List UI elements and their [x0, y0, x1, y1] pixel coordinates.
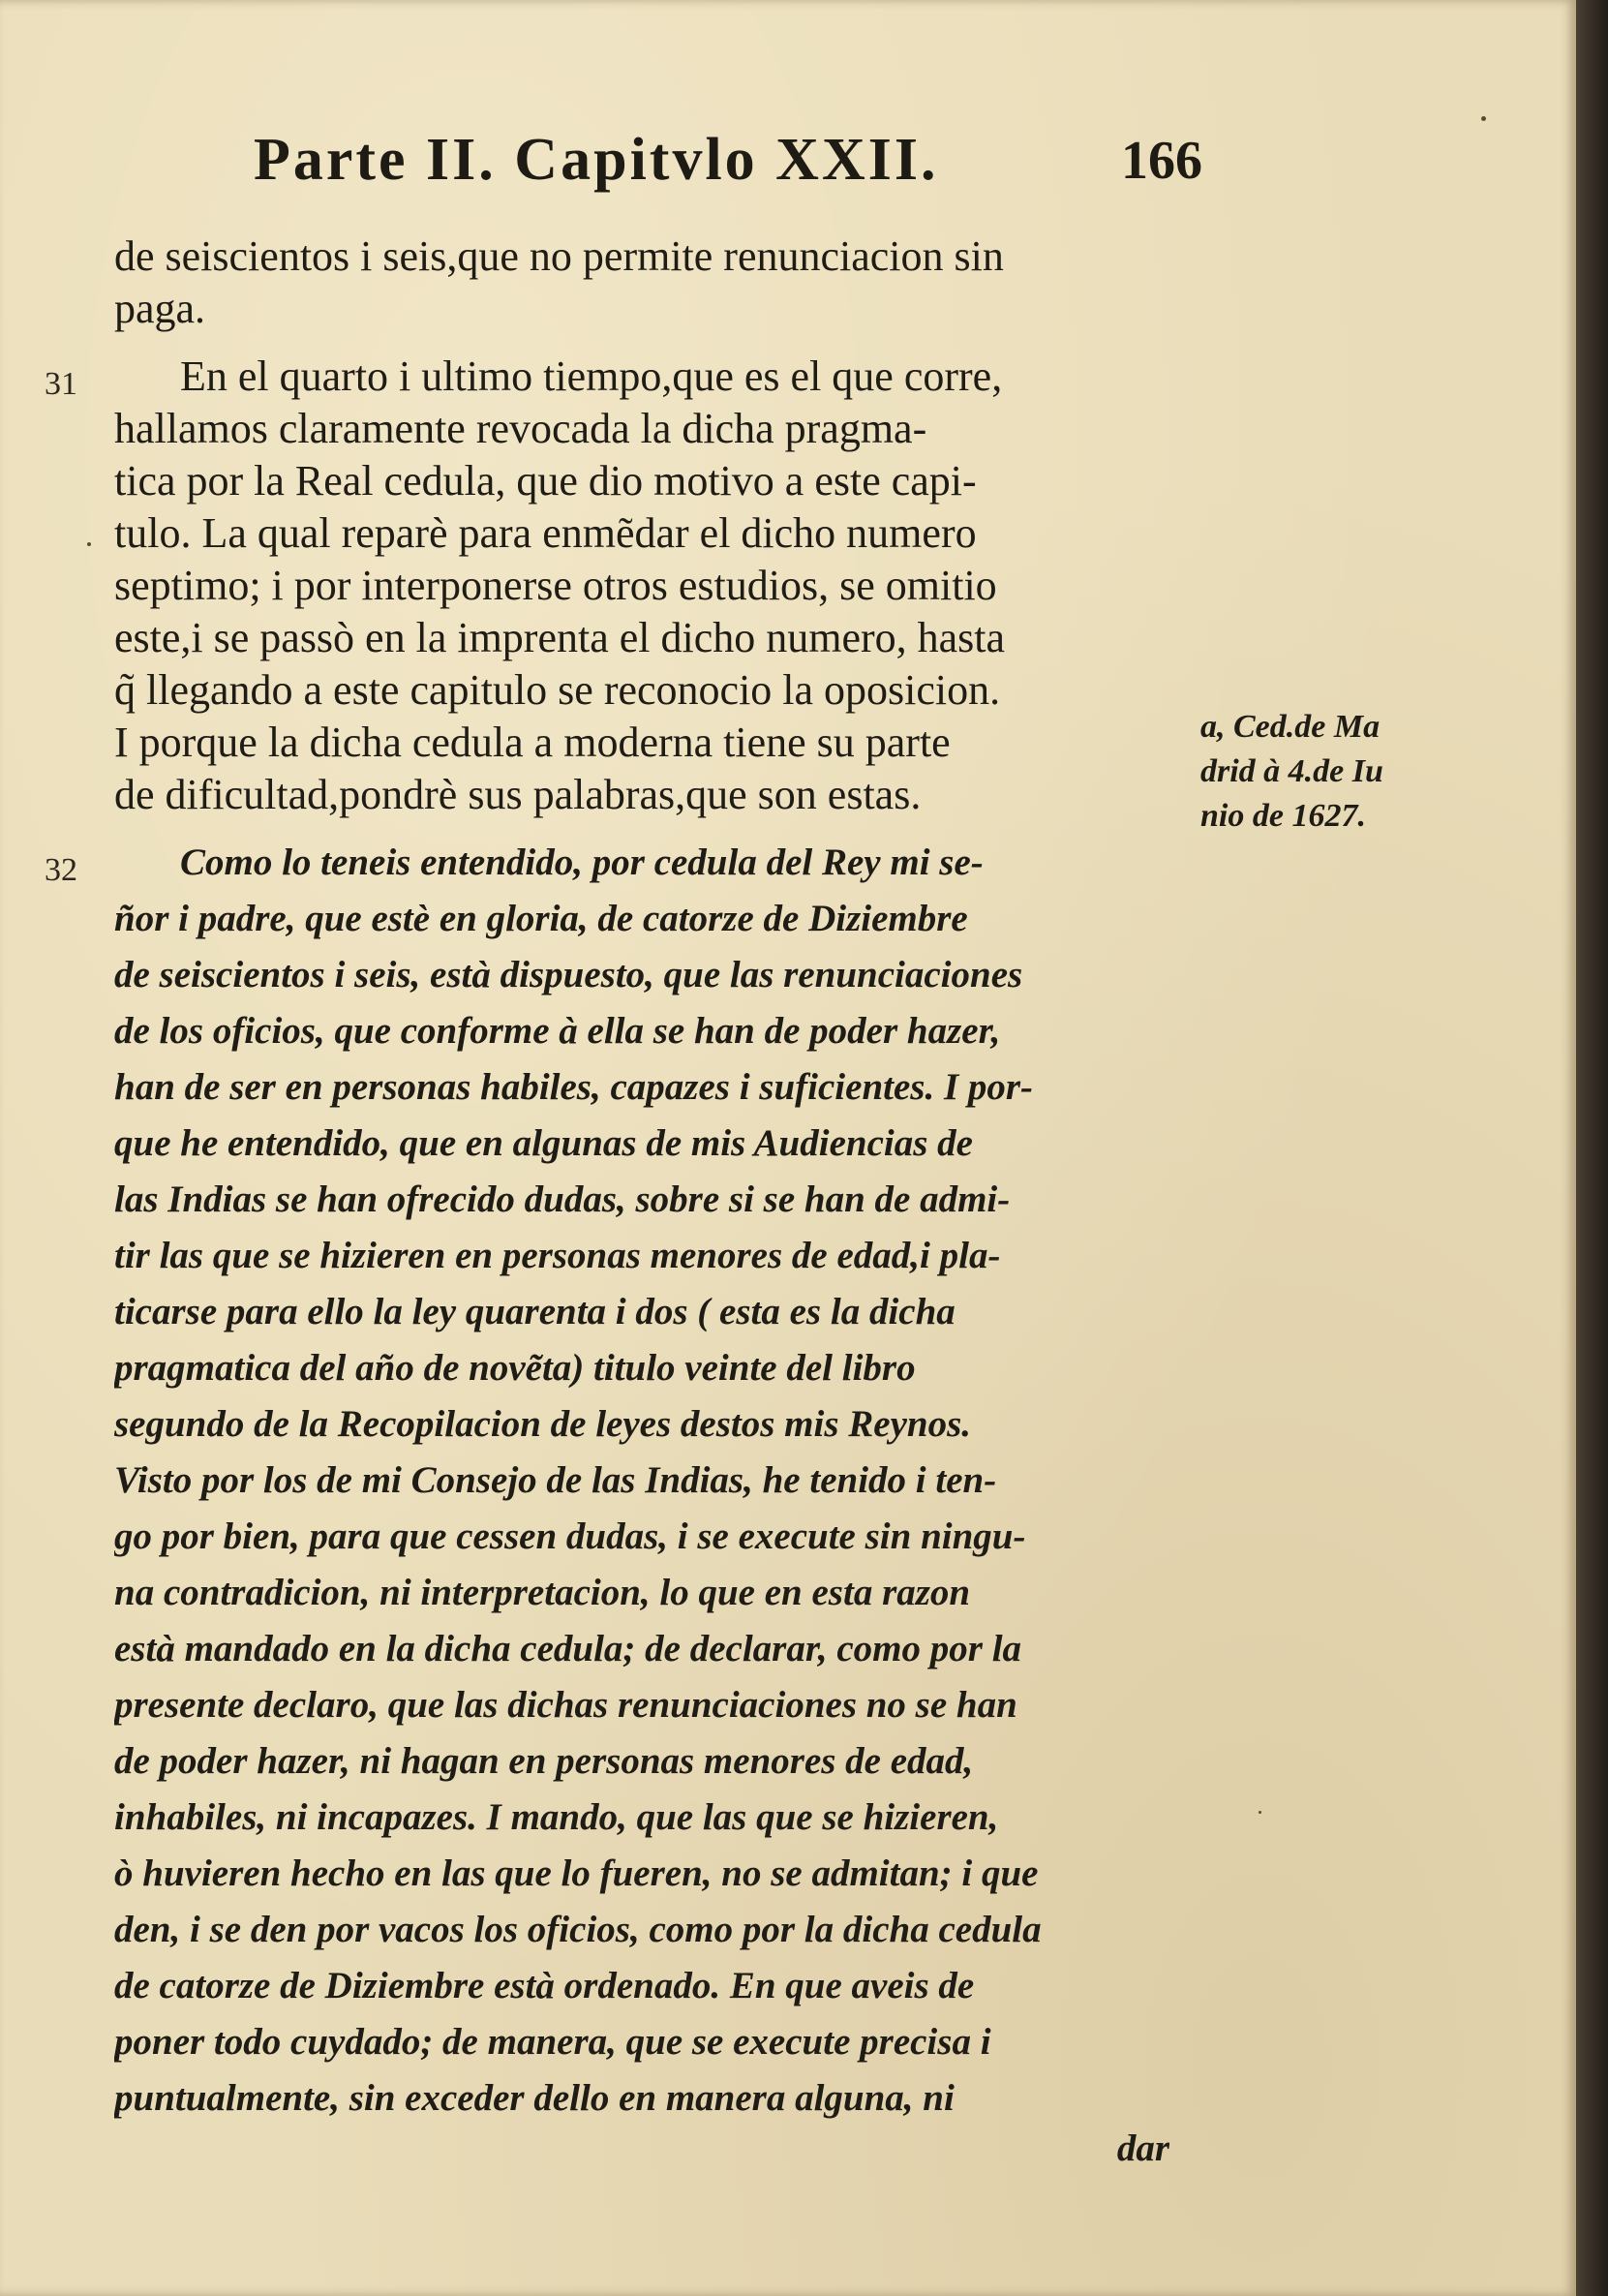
quoted-line: segundo de la Recopilacion de leyes destos mis Reynos.	[114, 1403, 972, 1445]
quoted-line: de catorze de Diziembre està ordenado. En que aveis de	[114, 1965, 975, 2006]
catchword: dar	[1116, 2128, 1169, 2169]
text-line: septimo; i por interponerse otros estudios, se omitio	[114, 562, 997, 609]
marginal-citation-line: a, Ced.de Ma	[1200, 709, 1380, 745]
quoted-line: Visto por los de mi Consejo de las Indias, he tenido i ten-	[114, 1459, 997, 1501]
paragraph-number: 32	[45, 852, 77, 888]
quoted-line: poner todo cuydado; de manera, que se execute precisa i	[114, 2021, 991, 2063]
quoted-line: Como lo teneis entendido, por cedula del Rey mi se-	[180, 842, 984, 883]
marginal-citation	[1200, 705, 1452, 850]
quoted-line: go por bien, para que cessen dudas, i se execute sin ningu-	[114, 1515, 1026, 1557]
text-line: paga.	[114, 285, 206, 332]
running-header	[254, 126, 1202, 203]
quoted-line: ò huvieren hecho en las que lo fueren, no se admitan; i que	[114, 1852, 1039, 1894]
quoted-line: de poder hazer, ni hagan en personas menores de edad,	[114, 1740, 974, 1782]
quoted-line: puntualmente, sin exceder dello en manera alguna, ni	[114, 2077, 955, 2119]
quoted-line: inhabiles, ni incapazes. I mando, que las que se hizieren,	[114, 1796, 999, 1838]
quoted-line: den, i se den por vacos los oficios, como por la dicha cedula	[114, 1909, 1042, 1950]
quoted-line: han de ser en personas habiles, capazes i suficientes. I por-	[114, 1066, 1034, 1108]
text-line: de dificultad,pondrè sus palabras,que son estas.	[114, 771, 922, 818]
text-line: q̃ llegando a este capitulo se reconocio la oposicion.	[114, 666, 1001, 714]
text-line: hallamos claramente revocada la dicha pragma-	[114, 405, 927, 452]
text-block	[114, 230, 1198, 2169]
quoted-line: presente declaro, que las dichas renunciaciones no se han	[114, 1684, 1017, 1726]
quoted-line: ñor i padre, que estè en gloria, de catorze de Diziembre	[114, 898, 968, 939]
paper-speck	[1481, 116, 1486, 121]
text-line: este,i se passò en la imprenta el dicho numero, hasta	[114, 614, 1006, 661]
paragraph-number: 31	[45, 366, 77, 402]
quoted-line: pragmatica del año de novẽta) titulo veinte del libro	[114, 1347, 916, 1389]
paper-speck	[1259, 1811, 1261, 1814]
page-edge-shadow	[1576, 0, 1608, 2296]
quoted-line: las Indias se han ofrecido dudas, sobre si se han de admi-	[114, 1179, 1011, 1220]
text-line: de seiscientos i seis,que no permite renunciacion sin	[114, 232, 1004, 280]
chapter-title: Parte II. Capitvlo XXII.	[254, 127, 939, 193]
text-line: tica por la Real cedula, que dio motivo a este capi-	[114, 457, 977, 505]
quoted-line: està mandado en la dicha cedula; de declarar, como por la	[114, 1628, 1022, 1669]
quoted-line: tir las que se hizieren en personas menores de edad,i pla-	[114, 1235, 1001, 1276]
folio-number: 166	[1121, 131, 1202, 191]
quoted-line: que he entendido, que en algunas de mis Audiencias de	[114, 1122, 973, 1164]
marginal-citation-line: nio de 1627.	[1200, 798, 1366, 834]
text-line: En el quarto i ultimo tiempo,que es el que corre,	[180, 352, 1003, 400]
text-line: tulo. La qual reparè para enmẽdar el dicho numero	[114, 509, 977, 557]
quoted-line: de los oficios, que conforme à ella se han de poder hazer,	[114, 1010, 1001, 1052]
text-line: I porque la dicha cedula a moderna tiene su parte	[114, 719, 951, 766]
quoted-line: de seiscientos i seis, està dispuesto, que las renunciaciones	[114, 954, 1023, 995]
paper-speck	[87, 542, 91, 546]
quoted-line: ticarse para ello la ley quarenta i dos ( esta es la dicha	[114, 1291, 956, 1332]
marginal-citation-line: drid à 4.de Iu	[1200, 753, 1383, 789]
quoted-line: na contradicion, ni interpretacion, lo que en esta razon	[114, 1572, 971, 1613]
